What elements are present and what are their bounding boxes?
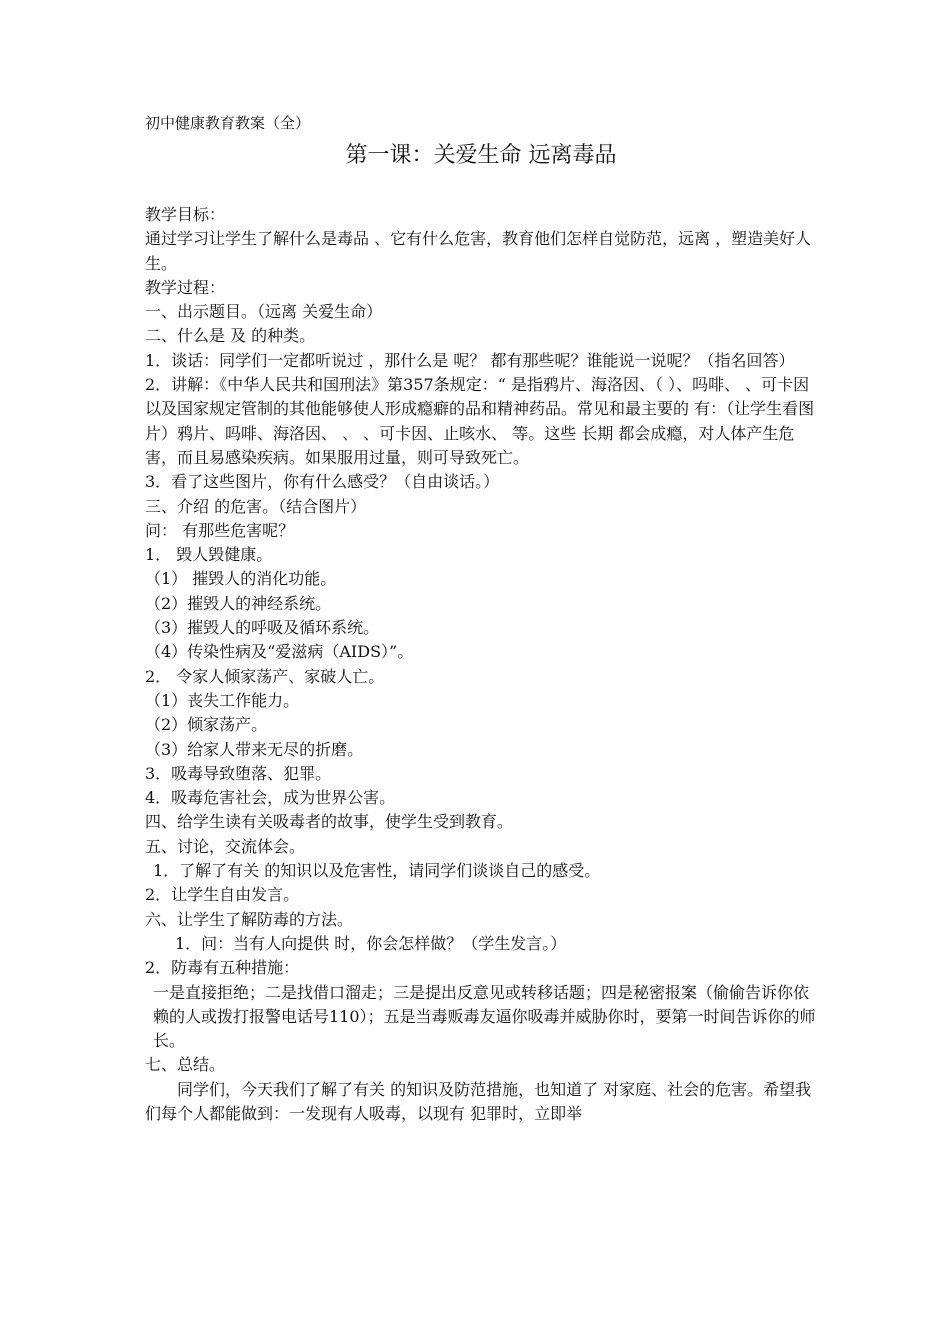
prevention-measures: 一是直接拒绝；二是找借口溜走；三是提出反意见或转移话题；四是秘密报案（偷偷告诉你依赖的人或拨打报警电话号110）；五是当毒贩毒友逼你吸毒并威胁你时，要第一时间告诉你的师长。: [153, 982, 816, 1051]
step-6: 六、让学生了解防毒的方法。: [145, 909, 354, 929]
step-4: 四、给学生读有关吸毒者的故事，使学生受到教育。: [145, 812, 514, 832]
step-7: 七、总结。: [145, 1055, 226, 1075]
lesson-title: 第一课：关爱生命 远离毒品: [345, 143, 617, 168]
paragraph-objectives: 通过学习让学生了解什么是毒品 、它有什么危害，教育他们怎样自觉防范，远离 ，塑造美好人生。: [145, 229, 812, 273]
step-2-item-1: 1．谈话：同学们一定都听说过 ，那什么是 呢？ 都有那些呢？谁能说一说呢？（指名回答）: [145, 350, 795, 370]
lesson-body: [145, 203, 817, 1126]
step-2-item-3: 3．看了这些图片，你有什么感受？（自由谈话。）: [145, 472, 500, 492]
harm-2-sub-3: （3）给家人带来无尽的折磨。: [145, 739, 364, 759]
step-6-item-1: 1．问：当有人向提供 时，你会怎样做？（学生发言。）: [175, 933, 567, 953]
step-3-question: 问： 有那些危害呢？: [145, 520, 295, 540]
step-5: 五、讨论，交流体会。: [145, 836, 306, 856]
step-5-item-1: 1．了解了有关 的知识以及危害性，请同学们谈谈自己的感受。: [153, 861, 601, 881]
harm-1-sub-1: （1） 摧毁人的消化功能。: [145, 569, 337, 589]
step-5-item-2: 2．让学生自由发言。: [145, 885, 300, 905]
harm-4: 4．吸毒危害社会，成为世界公害。: [145, 788, 396, 808]
step-3: 三、介绍 的危害。（结合图片）: [145, 496, 367, 516]
document-subtitle: 初中健康教育教案（全）: [145, 114, 311, 132]
harm-2-sub-2: （2）倾家荡产。: [145, 715, 268, 735]
lesson-plan: [145, 112, 817, 1126]
step-6-item-2: 2．防毒有五种措施：: [145, 958, 300, 978]
harm-2-sub-1: （1）丧失工作能力。: [145, 690, 300, 710]
section-heading-objectives: 教学目标：: [145, 205, 226, 224]
harm-1-sub-2: （2）摧毁人的神经系统。: [145, 593, 332, 613]
section-heading-process: 教学过程：: [145, 277, 226, 297]
harm-2: 2． 令家人倾家荡产、家破人亡。: [145, 666, 385, 686]
step-2: 二、什么是 及 的种类。: [145, 326, 316, 346]
step-2-item-2: 2．讲解：《中华人民共和国刑法》第357条规定：“ 是指鸦片、海洛因、（ ）、吗啡、 、可卡因以及国家规定管制的其他能够使人形成瘾癖的品和精神药品。常见和最主要的 有：（让学生看图片）鸦片、吗啡、海洛因、 、 、可卡因、止咳水、 等。这些 长期 都会成瘾，对人体产生危害，而且易感染疾病。如果服用过量，则可导致死亡。: [145, 375, 815, 467]
harm-1-sub-3: （3）摧毁人的呼吸及循环系统。: [145, 618, 380, 638]
harm-1-sub-4: （4）传染性病及“爱滋病（AIDS）”。: [145, 642, 414, 662]
step-1: 一、出示题目。（远离 关爱生命）: [145, 302, 383, 322]
summary-paragraph: 同学们，今天我们了解了有关 的知识及防范措施，也知道了 对家庭、社会的危害。希望我们每个人都能做到：一发现有人吸毒，以现有 犯罪时，立即举: [145, 1079, 812, 1123]
harm-3: 3．吸毒导致堕落、犯罪。: [145, 763, 332, 783]
harm-1: 1． 毁人毁健康。: [145, 545, 273, 565]
